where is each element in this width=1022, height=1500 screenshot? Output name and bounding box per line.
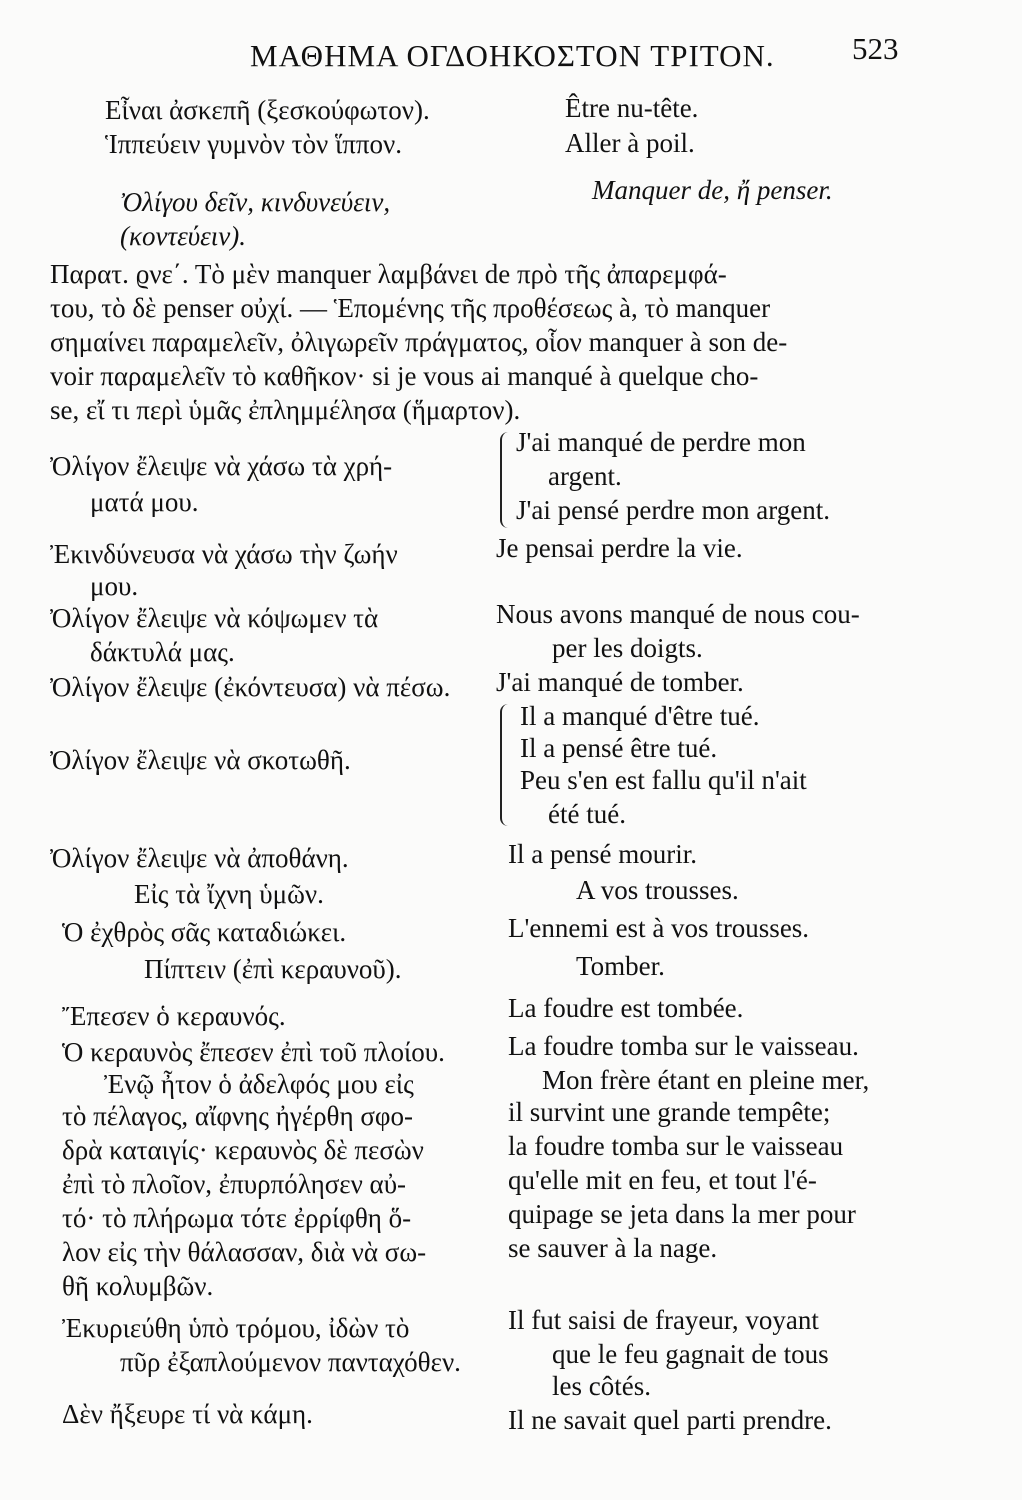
french-line: la foudre tomba sur le vaisseau (508, 1131, 844, 1161)
french-line: per les doigts. (552, 633, 703, 663)
french-line: Aller à poil. (565, 128, 695, 158)
greek-line: λον εἰς τὴν θάλασσαν, διὰ νὰ σω- (62, 1237, 427, 1267)
page-number: 523 (852, 31, 899, 66)
greek-line: Ὀλίγον ἔλειψε νὰ ἀποθάνη. (50, 843, 349, 873)
french-line: Nous avons manqué de nous cou- (496, 599, 860, 629)
french-line: été tué. (548, 799, 626, 829)
greek-line: Ὀλίγον ἔλειψε νὰ κόψωμεν τὰ (50, 603, 379, 633)
note-line: voir παραμελεῖν τὸ καθῆκον· si je vous ai manqué à quelque cho- (50, 361, 759, 391)
greek-line: Ἐκυριεύθη ὑπὸ τρόμου, ἰδὼν τὸ (62, 1313, 410, 1343)
greek-line: πῦρ ἐξαπλούμενον πανταχόθεν. (120, 1347, 461, 1377)
greek-line: (κοντεύειν). (120, 221, 246, 251)
french-line: A vos trousses. (576, 875, 739, 905)
french-line: que le feu gagnait de tous (552, 1339, 829, 1369)
greek-line: Ἐνῷ ἦτον ὁ ἀδελφός μου εἰς (104, 1069, 414, 1099)
french-line: Il a pensé mourir. (508, 839, 697, 869)
french-line: les côtés. (552, 1371, 651, 1401)
greek-line: δάκτυλά μας. (90, 637, 235, 667)
french-line: Je pensai perdre la vie. (496, 533, 743, 563)
greek-line: Δὲν ἤξευρε τί νὰ κάμη. (62, 1399, 313, 1429)
french-line: il survint une grande tempête; (508, 1097, 831, 1127)
greek-line: Ὁ κεραυνὸς ἔπεσεν ἐπὶ τοῦ πλοίου. (62, 1037, 445, 1067)
greek-line: Ὁ ἐχθρὸς σᾶς καταδιώκει. (62, 917, 347, 947)
french-line: Il a pensé être tué. (520, 733, 718, 763)
french-line: J'ai pensé perdre mon argent. (516, 495, 831, 525)
french-line: Mon frère étant en pleine mer, (542, 1065, 870, 1095)
greek-line: τό· τὸ πλήρωμα τότε ἐρρίφθη ὅ- (62, 1203, 412, 1233)
greek-line: δρὰ καταιγίς· κεραυνὸς δὲ πεσὼν (62, 1135, 424, 1165)
note-line: σημαίνει παραμελεῖν, ὀλιγωρεῖν πράγματος, οἷον manquer à son de- (50, 327, 788, 357)
greek-line: Ὀλίγον ἔλειψε (ἐκόντευσα) νὰ πέσω. (50, 672, 451, 702)
note-line: Παρατ. ϱνε΄. Τὸ μὲν manquer λαμβάνει de πρὸ τῆς ἀπαρεμφά- (50, 259, 727, 289)
french-line: La foudre est tombée. (508, 993, 744, 1023)
greek-line: Ὀλίγου δεῖν, κινδυνεύειν, (120, 187, 391, 217)
french-line: qu'elle mit en feu, et tout l'é- (508, 1165, 817, 1195)
note-line: se, εἴ τι περὶ ὑμᾶς ἐπλημμέλησα (ἥμαρτον). (50, 395, 521, 425)
french-line: quipage se jeta dans la mer pour (508, 1199, 856, 1229)
french-line: Il ne savait quel parti prendre. (508, 1405, 832, 1435)
french-line: La foudre tomba sur le vaisseau. (508, 1031, 859, 1061)
greek-line: Ὀλίγον ἔλειψε νὰ χάσω τὰ χρή- (50, 451, 393, 481)
french-line: Il fut saisi de frayeur, voyant (508, 1305, 819, 1335)
running-title: ΜΑΘΗΜΑ ΟΓΔΟΗΚΟΣΤΟΝ ΤΡΙΤΟΝ. (250, 38, 775, 73)
greek-line: Εἰς τὰ ἴχνη ὑμῶν. (134, 879, 324, 909)
greek-line: ματά μου. (90, 487, 199, 517)
greek-line: τὸ πέλαγος, αἴφνης ἠγέρθη σφο- (62, 1101, 413, 1131)
greek-line: θῆ κολυμβῶν. (62, 1271, 214, 1301)
french-line: Peu s'en est fallu qu'il n'ait (520, 765, 807, 795)
greek-line: Ἱππεύειν γυμνὸν τὸν ἵππον. (105, 129, 402, 159)
french-line: Il a manqué d'être tué. (520, 701, 760, 731)
note-line: του, τὸ δὲ penser οὐχί. — Ἑπομένης τῆς προθέσεως à, τὸ manquer (50, 293, 771, 323)
greek-line: Ὀλίγον ἔλειψε νὰ σκοτωθῆ. (50, 745, 351, 775)
brace (500, 432, 512, 528)
page-header (0, 28, 1022, 78)
brace (500, 704, 512, 826)
french-line: argent. (548, 461, 622, 491)
french-line: J'ai manqué de perdre mon (516, 427, 806, 457)
greek-line: Πίπτειν (ἐπὶ κεραυνοῦ). (144, 954, 402, 984)
greek-line: Ἐκινδύνευσα νὰ χάσω τὴν ζωήν (50, 539, 398, 569)
greek-line: μου. (90, 571, 139, 601)
french-line: Manquer de, ἤ penser. (592, 175, 833, 205)
french-line: se sauver à la nage. (508, 1233, 718, 1263)
french-line: L'ennemi est à vos trousses. (508, 913, 810, 943)
greek-line: Ἔπεσεν ὁ κεραυνός. (62, 1001, 286, 1031)
greek-line: Εἶναι ἀσκεπῆ (ξεσκούφωτον). (105, 95, 430, 125)
french-line: Être nu-tête. (565, 93, 699, 123)
french-line: Tomber. (576, 951, 665, 981)
greek-line: ἐπὶ τὸ πλοῖον, ἐπυρπόλησεν αὐ- (62, 1169, 407, 1199)
french-line: J'ai manqué de tomber. (496, 667, 744, 697)
